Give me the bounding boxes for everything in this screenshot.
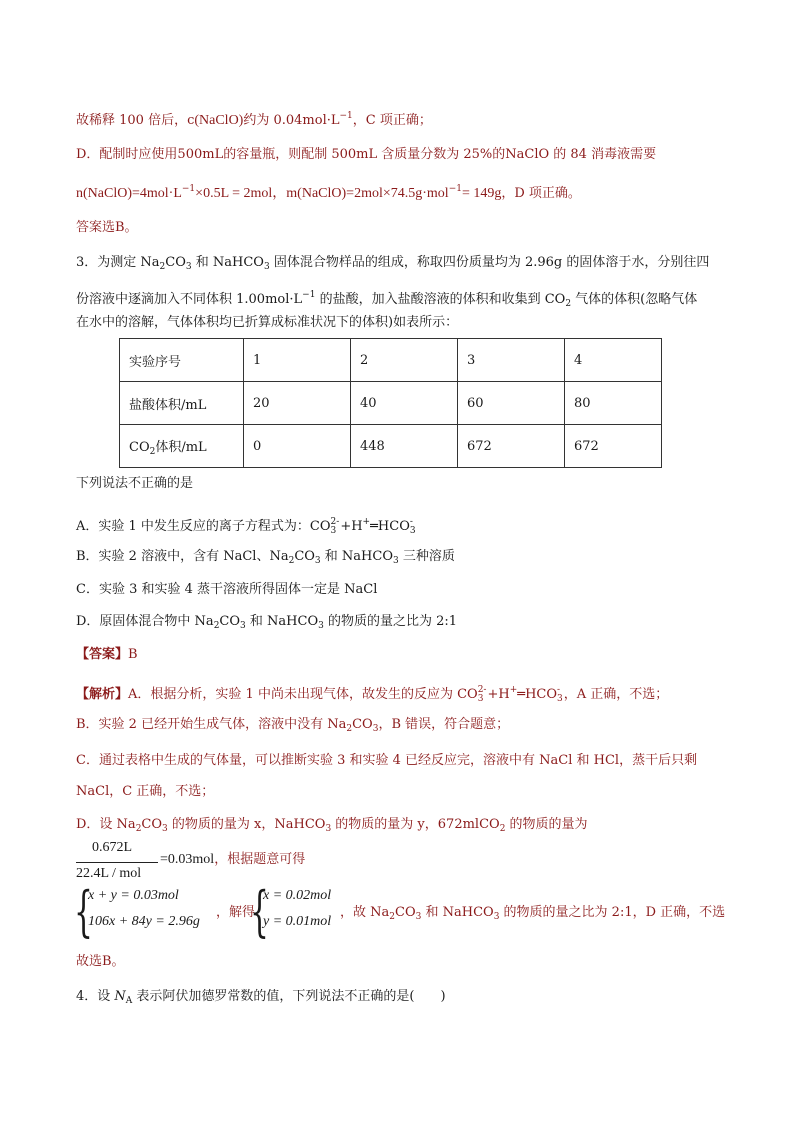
option-c: C．实验 3 和实验 4 蒸干溶液所得固体一定是 NaCl — [76, 582, 378, 597]
table-cell: 672 — [458, 425, 565, 468]
analysis-line-c1: C．通过表格中生成的气体量，可以推断实验 3 和实验 4 已经反应完，溶液中有 NaCl 和 HCl，蒸干后只剩 — [76, 753, 698, 768]
equation-1: x + y = 0.03mol — [88, 888, 179, 903]
experiment-table — [119, 338, 662, 468]
solution-line-dilution: 故稀释 100 倍后，c(NaClO)约为 $0.04mol\cdot L^{-1}$，C 项正确； — [76, 111, 432, 128]
answer-line: 【答案】B — [76, 647, 138, 662]
table-row — [120, 339, 662, 382]
solution-x: x = 0.02mol — [263, 888, 332, 903]
table-cell: 盐酸体积/mL — [120, 382, 244, 425]
question-3-line-2: 份溶液中逐滴加入不同体积 $1.00mol\cdot L^{-1}$ 的盐酸，加入盐酸溶液的体积和收集到 $CO_2$ 气体的体积(忽略气体 — [76, 290, 698, 309]
table-cell: 672 — [565, 425, 662, 468]
table-row — [120, 382, 662, 425]
analysis-line-d: D．设 $Na_2CO_3$ 的物质的量为 x，NaHCO$_3$ 的物质的量为 y，672mlCO$_2$ 的物质的量为 — [76, 817, 588, 834]
option-d: D．原固体混合物中 $Na_2CO_3$ 和 NaHCO$_3$ 的物质的量之比为 2:1 — [76, 614, 458, 631]
analysis-conclusion: ，故 $Na_2CO_3$ 和 NaHCO$_3$ 的物质的量之比为 2:1，D 正确，不选 — [340, 905, 726, 922]
analysis-tag: 【解析】 — [76, 687, 129, 702]
table-cell: 3 — [458, 339, 565, 382]
solution-y: y = 0.01mol — [263, 914, 332, 929]
table-cell: 0 — [244, 425, 351, 468]
analysis-line-b: B．实验 2 已经开始生成气体，溶液中没有 $Na_2CO_3$，B 错误，符合题意； — [76, 717, 510, 734]
table-cell: 4 — [565, 339, 662, 382]
table-cell: 448 — [351, 425, 458, 468]
fraction-bar — [76, 862, 158, 863]
answer-tag: 【答案】 — [76, 647, 129, 662]
table-cell: 实验序号 — [120, 339, 244, 382]
table-cell: 2 — [351, 339, 458, 382]
question-prompt: 下列说法不正确的是 — [76, 476, 194, 491]
solve-label: ，解得 — [216, 905, 256, 920]
table-cell: 60 — [458, 382, 565, 425]
fraction-denominator: 22.4L / mol — [76, 866, 142, 881]
fraction-result: =0.03mol，根据题意可得 — [160, 852, 306, 867]
equation-2: 106x + 84y = 2.96g — [88, 914, 200, 929]
option-a: A．实验 1 中发生反应的离子方程式为：CO 2- 3 +H+═HCO - 3 — [76, 516, 416, 536]
table-cell: 40 — [351, 382, 458, 425]
analysis-line-c2: NaCl，C 正确，不选； — [76, 784, 215, 799]
answer-choice-b: 答案选B。 — [76, 220, 138, 235]
table-cell: 20 — [244, 382, 351, 425]
left-brace-equations: { — [74, 880, 93, 943]
table-cell: 1 — [244, 339, 351, 382]
table-cell: 80 — [565, 382, 662, 425]
table-row — [120, 425, 662, 468]
fraction-numerator: 0.672L — [92, 840, 133, 855]
analysis-line-a: 【解析】A．根据分析，实验 1 中尚未出现气体，故发生的反应为 CO 2- 3 +H+═HCO - 3 ，A 正确，不选； — [76, 684, 669, 704]
final-answer: 故选B。 — [76, 954, 125, 969]
question-3-line-1: 3．为测定 $Na_2CO_3$ 和 NaHCO$_3$ 固体混合物样品的组成，称取四份质量均为 2.96g 的固体溶于水，分别往四 — [76, 255, 710, 272]
solution-line-d-prep: D．配制时应使用500mL的容量瓶，则配制 500mL 含质量分数为 25%的NaClO 的 84 消毒液需要 — [76, 147, 657, 162]
left-brace-solution: { — [250, 880, 269, 943]
question-4: 4．设 $N_A$ 表示阿伏加德罗常数的值，下列说法不正确的是( ) — [76, 989, 446, 1006]
table-cell: $CO_2$体积/mL — [120, 425, 244, 468]
formula-naclo: (NaClO) — [194, 113, 244, 128]
question-3-line-3: 在水中的溶解，气体体积均已折算成标准状况下的体积)如表所示： — [76, 315, 459, 330]
solution-line-d-calc: $n(NaClO)=4mol\cdot L^{-1}\times 0.5L = 2mol$，m(NaClO)=2mol×74.5g·mol$^{-1}$= 149g，D 项正确。 — [76, 184, 581, 201]
option-b: B．实验 2 溶液中，含有 NaCl、$Na_2CO_3$ 和 NaHCO$_3$ 三种溶质 — [76, 549, 455, 566]
